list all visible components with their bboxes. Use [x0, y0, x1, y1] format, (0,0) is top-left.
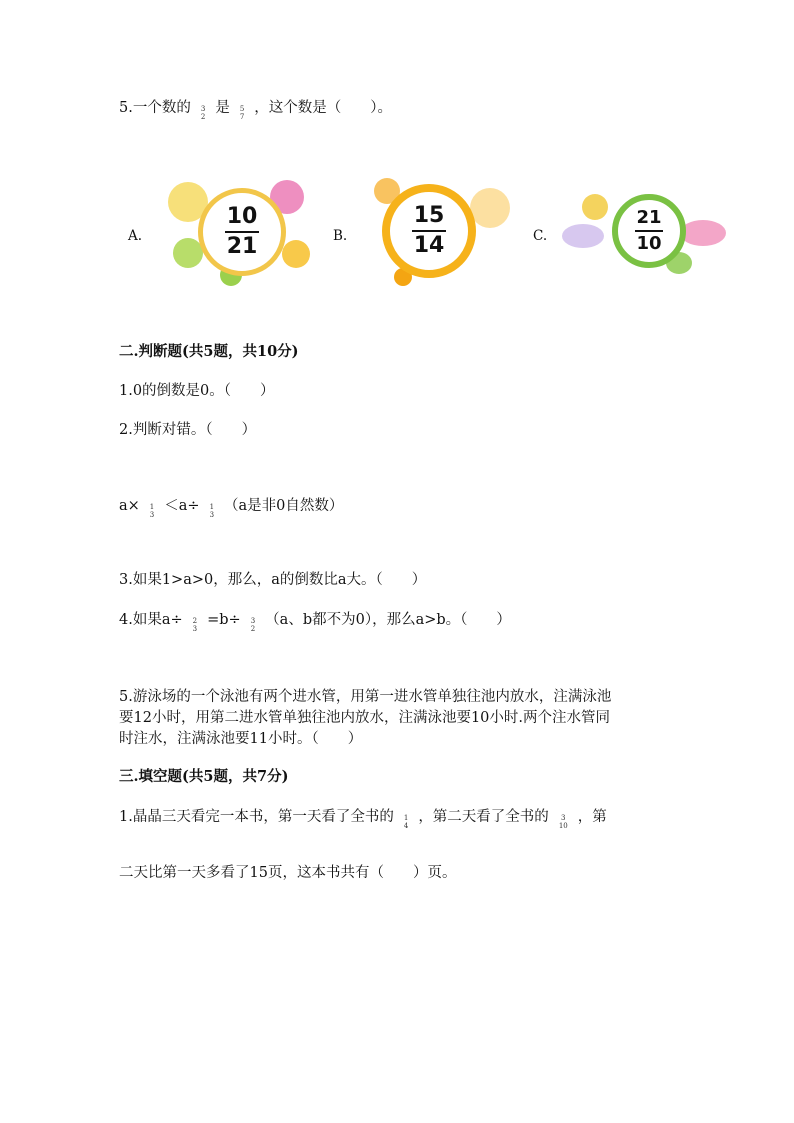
fraction-5-7: 5 7 — [239, 105, 245, 121]
question-5 — [119, 99, 393, 121]
fill-question-1-line-1: 1.晶晶三天看完一本书，第一天看了全书的 1 4 ，第二天看了全书的 3 10 ，第 — [119, 809, 607, 830]
judge-question-4: 4.如果a÷ 2 3 =b÷ 3 2 （a、b都不为0），那么a>b。（ ） — [119, 612, 511, 633]
option-c-label: C. — [533, 228, 548, 244]
flower-frame-c — [562, 190, 728, 282]
q5-suffix: ，这个数是（ ）。 — [254, 100, 393, 116]
fraction-3-10: 3 10 — [558, 814, 568, 830]
option-a-numerator: 10 — [226, 204, 258, 229]
fraction-1-3: 1 3 — [149, 503, 155, 519]
option-c-numerator: 21 — [636, 207, 662, 228]
judge-question-5-line-1: 5.游泳场的一个泳池有两个进水管，用第一进水管单独往池内放水，注满泳池 — [119, 689, 612, 705]
fraction-3-2-b: 3 2 — [250, 617, 256, 633]
section-2-heading: 二.判断题(共5题，共10分) — [119, 343, 299, 360]
judge-question-1: 1.0的倒数是0。（ ） — [119, 383, 275, 399]
judge-question-5-line-2: 要12小时，用第二进水管单独往池内放水，注满泳池要10小时.两个注水管同 — [119, 710, 611, 726]
q5-prefix: 5.一个数的 — [119, 100, 191, 116]
judge-question-5-line-3: 时注水，注满泳池要11小时。（ ） — [119, 731, 363, 747]
section-3-heading: 三.填空题(共5题，共7分) — [119, 768, 289, 785]
option-b-numerator: 15 — [413, 203, 445, 228]
fraction-3-2: 3 2 — [200, 105, 206, 121]
flower-frame-b — [370, 178, 522, 290]
option-b-label: B. — [333, 228, 348, 244]
option-b-denominator: 14 — [413, 233, 445, 258]
option-a-denominator: 21 — [226, 234, 258, 259]
option-a-label: A. — [128, 228, 143, 244]
judge-question-2-expression: a× 1 3 ＜a÷ 1 3 （a是非0自然数） — [119, 498, 344, 519]
option-c-denominator: 10 — [636, 233, 662, 254]
judge-question-3: 3.如果1>a>0，那么，a的倒数比a大。（ ） — [119, 572, 427, 588]
fill-question-1-line-2: 二天比第一天多看了15页，这本书共有（ ）页。 — [119, 865, 457, 881]
fraction-2-3: 2 3 — [192, 617, 198, 633]
flower-frame-a — [168, 178, 316, 286]
fraction-1-4: 1 4 — [403, 814, 409, 830]
q5-mid: 是 — [215, 100, 230, 116]
judge-question-2: 2.判断对错。（ ） — [119, 422, 257, 438]
fraction-1-3-b: 1 3 — [209, 503, 215, 519]
